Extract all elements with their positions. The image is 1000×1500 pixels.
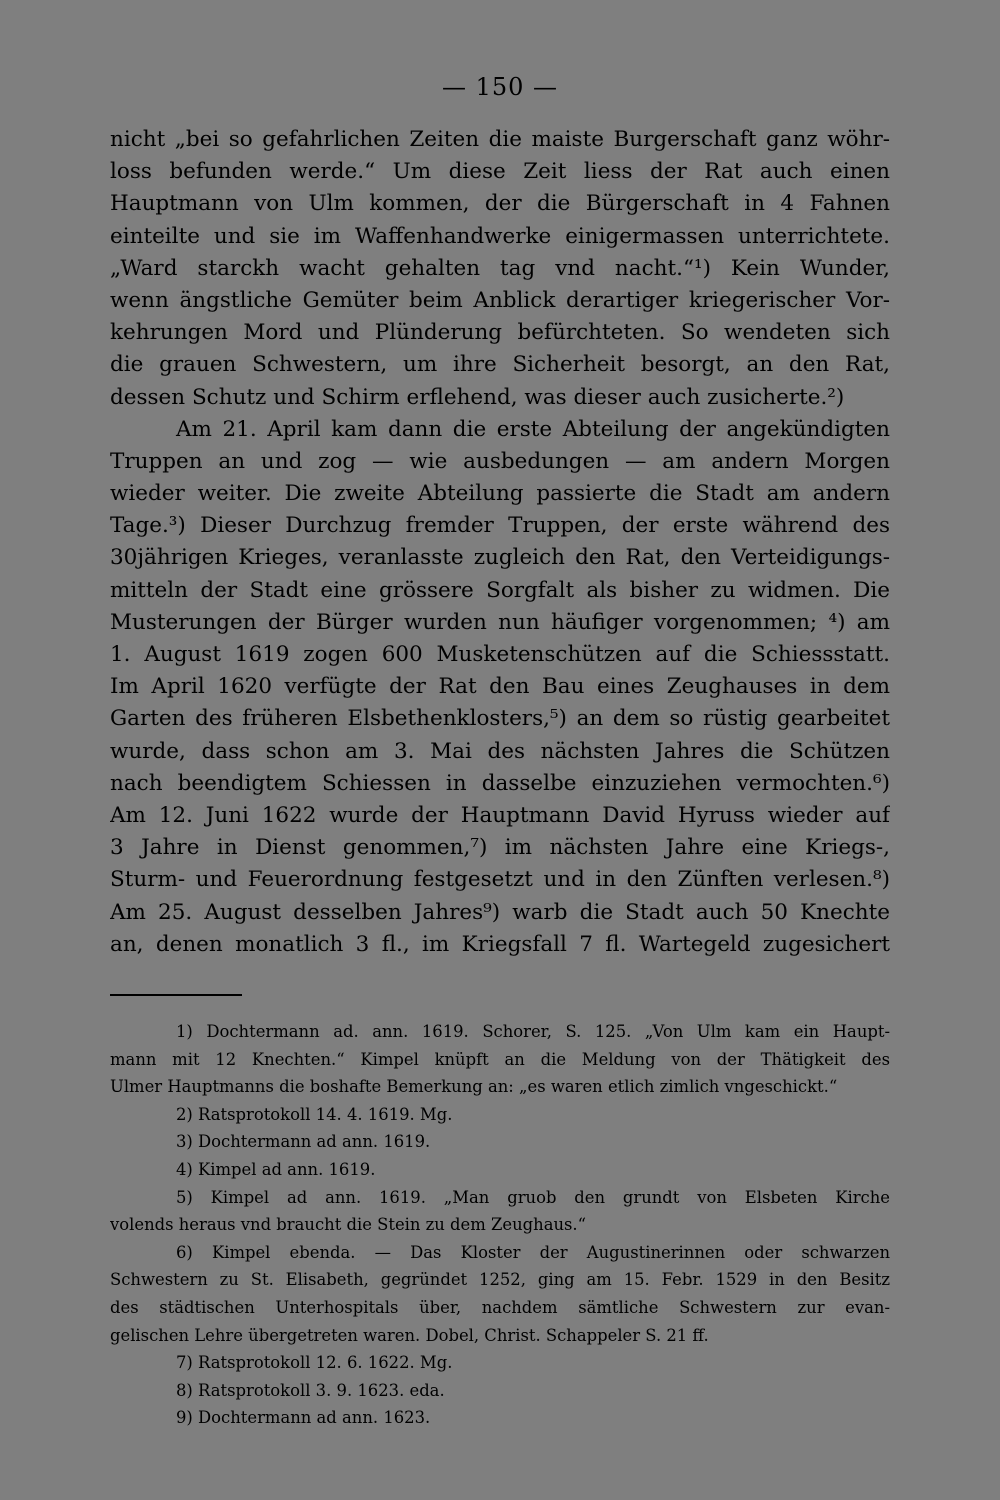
body-text-line: kehrungen Mord und Plünderung befürchteten. So wendeten sich (110, 320, 890, 346)
body-text-line: Im April 1620 verfügte der Rat den Bau eines Zeughauses in dem (110, 674, 890, 700)
footnotes (110, 1018, 890, 1432)
body-text-line: loss befunden werde.“ Um diese Zeit liess der Rat auch einen (110, 159, 890, 185)
body-text-line: wieder weiter. Die zweite Abteilung passierte die Stadt am andern (110, 481, 890, 507)
footnote-line: 1) Dochtermann ad. ann. 1619. Schorer, S. 125. „Von Ulm kam ein Haupt- (176, 1022, 890, 1041)
body-text-line: einteilte und sie im Waffenhandwerke einigermassen unterrichtete. (110, 223, 890, 249)
footnote-line: 6) Kimpel ebenda. — Das Kloster der Augustinerinnen oder schwarzen (176, 1242, 890, 1262)
body-text-line: nach beendigtem Schiessen in dasselbe einzuziehen vermochten.⁶) (110, 770, 890, 796)
body-text-line: wenn ängstliche Gemüter beim Anblick derartiger kriegerischer Vor- (110, 287, 890, 313)
body-text-line: 30jährigen Krieges, veranlasste zugleich den Rat, den Verteidigungs- (110, 545, 890, 571)
body-text-line: nicht „bei so gefahrlichen Zeiten die maiste Burgerschaft ganz wöhr- (110, 127, 890, 152)
body-text-line: Musterungen der Bürger wurden nun häufiger vorgenommen; ⁴) am (110, 609, 890, 635)
footnote-line: 7) Ratsprotokoll 12. 6. 1622. Mg. (176, 1353, 453, 1373)
body-text-line: Tage.³) Dieser Durchzug fremder Truppen, der erste während des (110, 513, 890, 539)
footnote-line: Ulmer Hauptmanns die boshafte Bemerkung an: „es waren etlich zimlich vngeschickt.“ (110, 1077, 838, 1097)
footnote-line: gelischen Lehre übergetreten waren. Dobel, Christ. Schappeler S. 21 ff. (110, 1325, 709, 1345)
footnote-line: volends heraus vnd braucht die Stein zu dem Zeughaus.“ (110, 1215, 587, 1235)
body-text-line: Truppen an und zog — wie ausbedungen — am andern Morgen (110, 448, 890, 474)
body-text-line: Sturm- und Feuerordnung festgesetzt und in den Zünften verlesen.⁸) (110, 867, 890, 893)
body-text-line: Am 25. August desselben Jahres⁹) warb die Stadt auch 50 Knechte (110, 899, 890, 925)
footnote-divider (110, 994, 242, 996)
body-text-line: 3 Jahre in Dienst genommen,⁷) im nächsten Jahre eine Kriegs-, (110, 835, 890, 861)
body-text-line: Hauptmann von Ulm kommen, der die Bürgerschaft in 4 Fahnen (110, 191, 890, 217)
footnote-line: 2) Ratsprotokoll 14. 4. 1619. Mg. (176, 1104, 453, 1124)
footnote-line: 4) Kimpel ad ann. 1619. (176, 1159, 376, 1179)
footnote-line: 9) Dochtermann ad ann. 1623. (176, 1408, 431, 1428)
body-text-line: mitteln der Stadt eine grössere Sorgfalt als bisher zu widmen. Die (110, 577, 890, 603)
footnote-line: Schwestern zu St. Elisabeth, gegründet 1252, ging am 15. Febr. 1529 in den Besitz (110, 1270, 890, 1290)
footnote-line: mann mit 12 Knechten.“ Kimpel knüpft an die Meldung von der Thätigkeit des (110, 1049, 890, 1069)
body-text-line: dessen Schutz und Schirm erflehend, was dieser auch zusicherte.²) (110, 384, 845, 410)
body-text-line: 1. August 1619 zogen 600 Musketenschützen auf die Schiessstatt. (110, 642, 890, 667)
body-text-line: wurde, dass schon am 3. Mai des nächsten Jahres die Schützen (110, 738, 890, 764)
footnote-line: 8) Ratsprotokoll 3. 9. 1623. eda. (176, 1380, 445, 1400)
page-number: — 150 — (441, 73, 559, 101)
body-text-line: Am 12. Juni 1622 wurde der Hauptmann David Hyruss wieder auf (110, 802, 890, 828)
footnote-line: 3) Dochtermann ad ann. 1619. (176, 1132, 431, 1152)
footnote-line: des städtischen Unterhospitals über, nachdem sämtliche Schwestern zur evan- (110, 1297, 890, 1317)
body-text-line: Garten des früheren Elsbethenklosters,⁵) an dem so rüstig gearbeitet (110, 706, 890, 732)
body-text-line: an, denen monatlich 3 fl., im Kriegsfall 7 fl. Wartegeld zugesichert (110, 931, 890, 957)
body-text-line: die grauen Schwestern, um ihre Sicherheit besorgt, an den Rat, (110, 352, 890, 378)
footnote-line: 5) Kimpel ad ann. 1619. „Man gruob den grundt von Elsbeten Kirche (176, 1187, 890, 1207)
main-text (110, 124, 890, 961)
body-text-line: „Ward starckh wacht gehalten tag vnd nacht.“¹) Kein Wunder, (110, 255, 890, 281)
body-text-line: Am 21. April kam dann die erste Abteilung der angekündigten (176, 416, 890, 442)
